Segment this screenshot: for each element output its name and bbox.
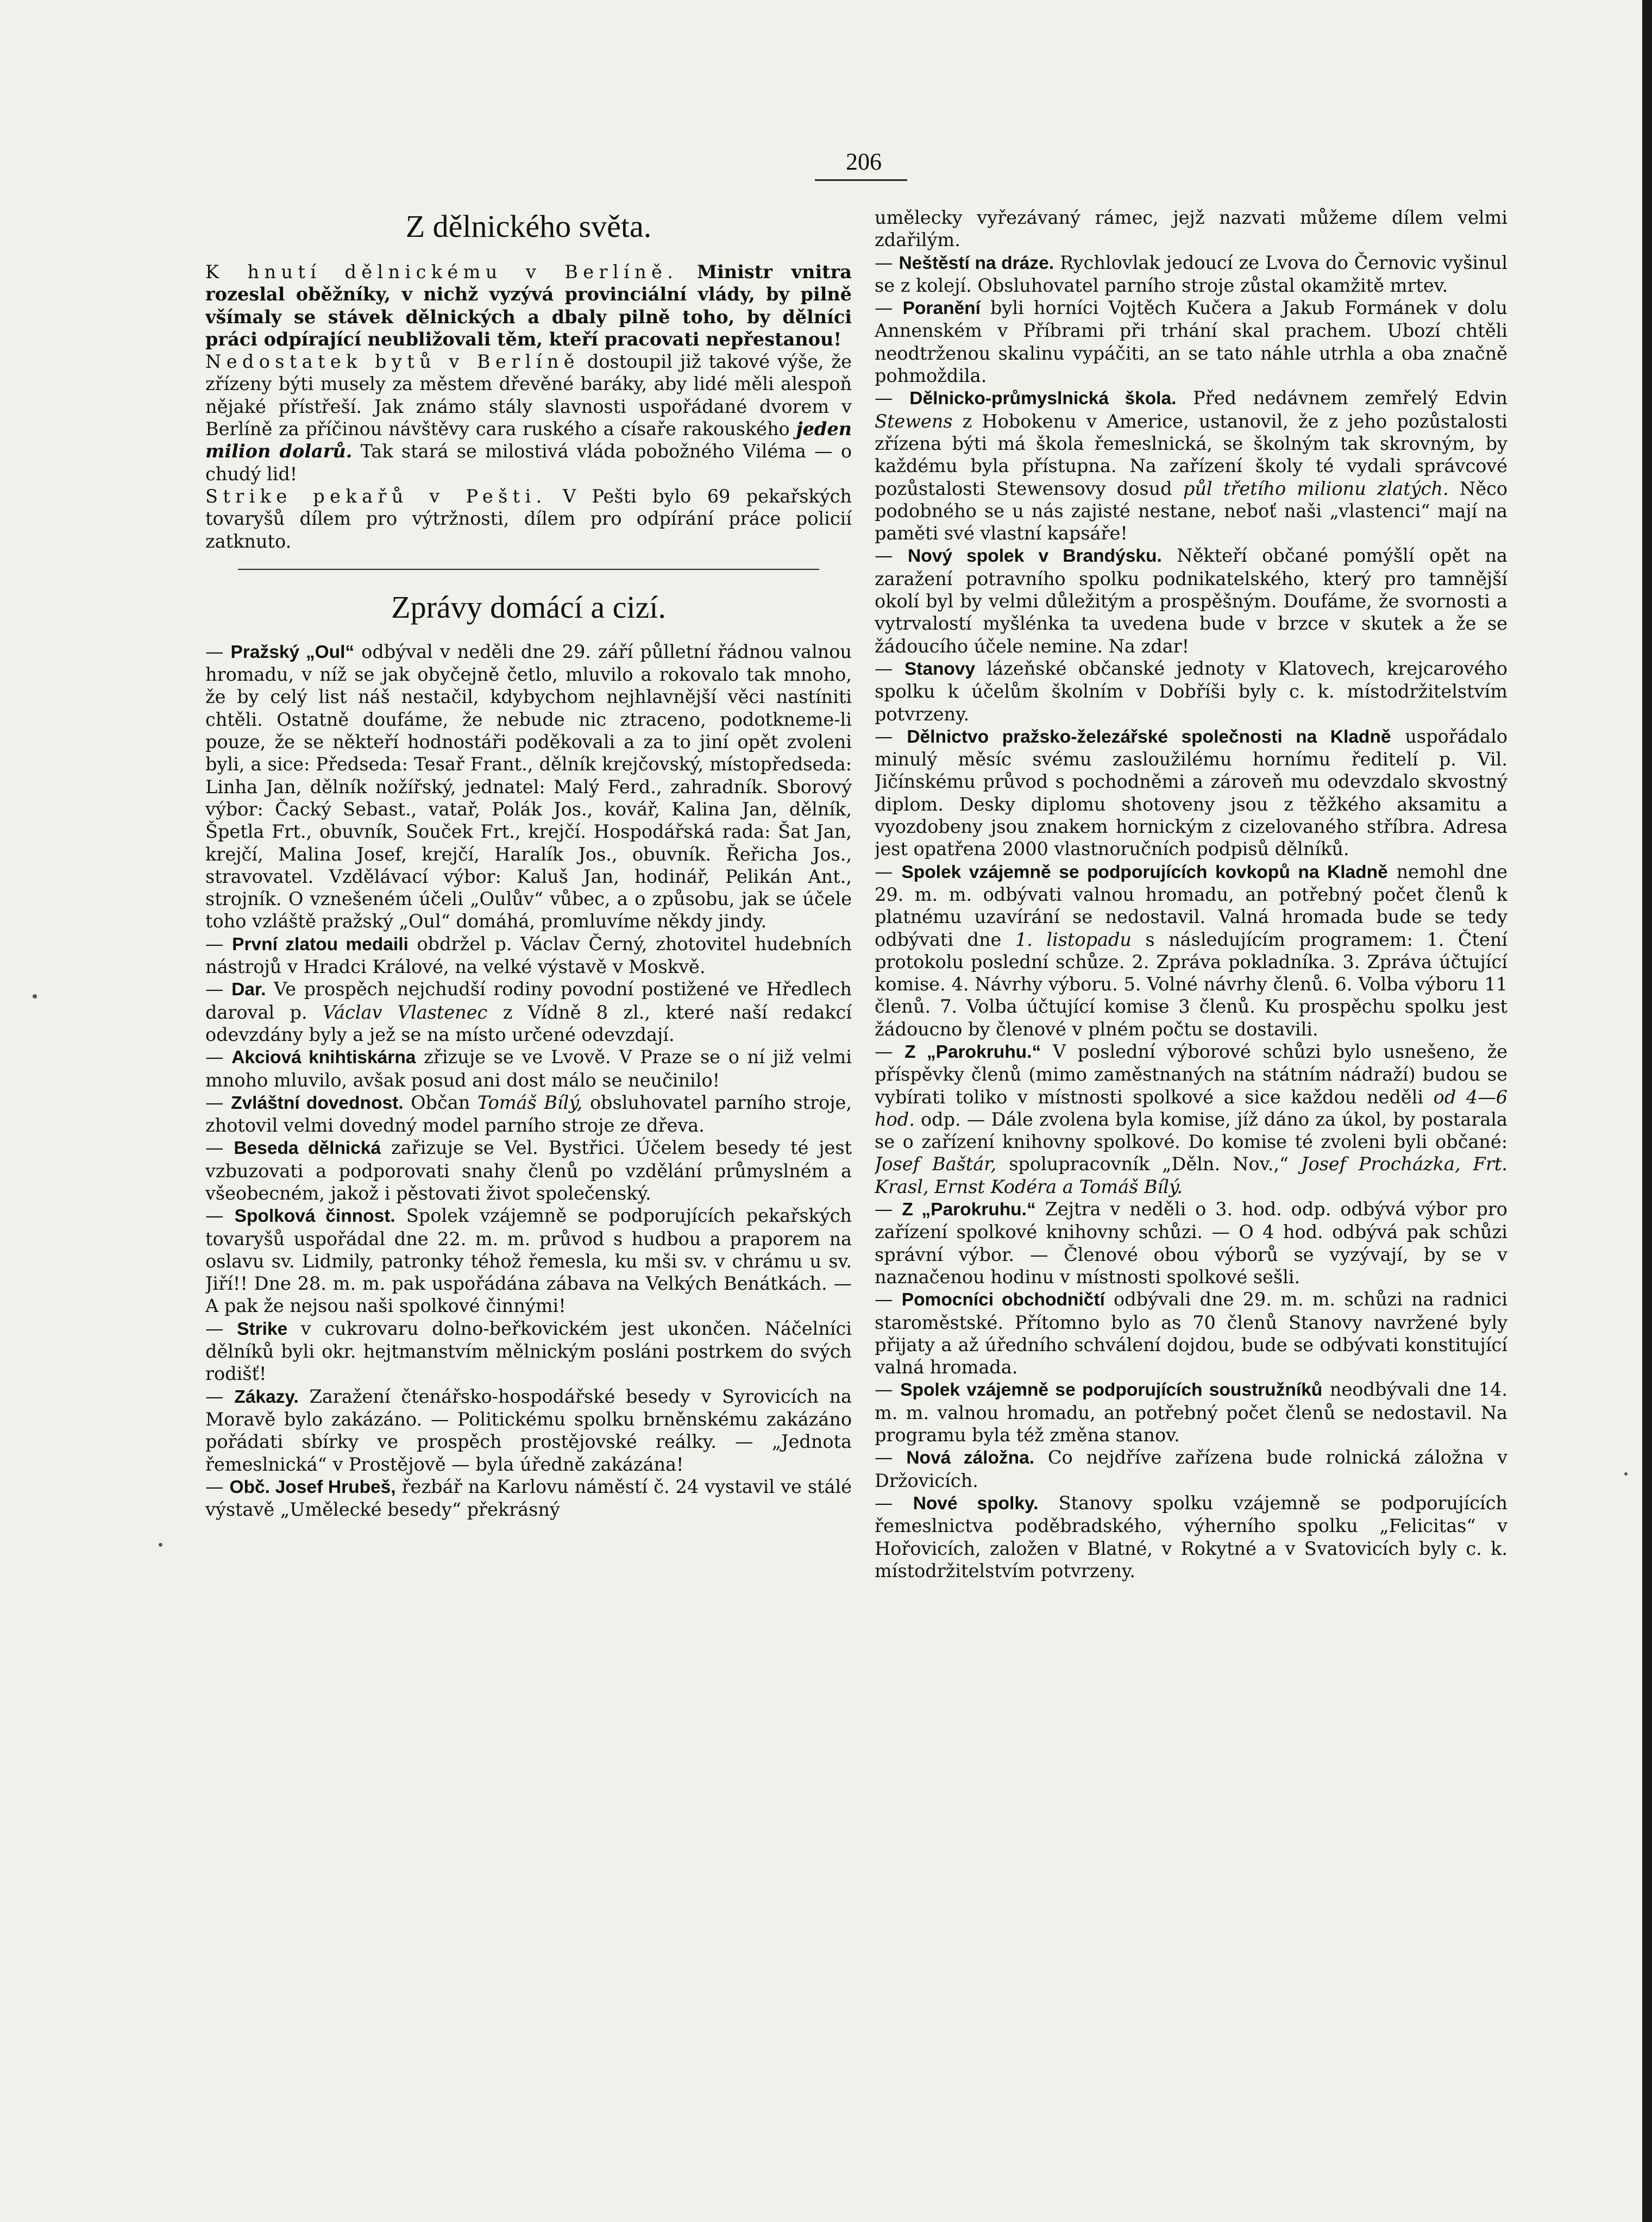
- article-pest-strike: Strike pekařů v Pešti. V Pešti bylo 69 pekařských tovaryšů dílem pro výtržnosti, dílem pro odpírání práce policií zatknuto.: [205, 485, 852, 552]
- scan-speck: [33, 994, 37, 999]
- news-item: — Akciová knihtiskárna zřizuje se ve Lvově. V Praze se o ní již velmi mnoho mluvilo, avšak posud ani dost málo se neučinilo!: [205, 1046, 852, 1091]
- section-title-workers-world: Z dělnického světa.: [405, 209, 652, 244]
- article-berlin-movement: K hnutí dělnickému v Berlíně. Ministr vnitra rozeslal oběžníky, v nichž vyzývá provinciální vlády, by pilně všímaly se stávek dělnických a dbaly pilně toho, by dělníci práci odpírající neubližovali těm, kteří pracovati nepřestanou!: [205, 261, 852, 350]
- news-item: — Z „Parokruhu.“ Zejtra v neděli o 3. hod. odp. odbývá výbor pro zařízení spolkové knihovny schůzi. — O 4 hod. odbývá pak schůzi správní výbor. — Členové obou výborů se vyzývají, by se v naznačenou hodinu v místnosti spolkové sešli.: [875, 1198, 1507, 1288]
- news-item: — Pražský „Oul“ odbýval v neděli dne 29. září půlletní řádnou valnou hromadu, v níž se jak obyčejně četlo, mluvilo a rokovalo tak mnoho, že by celý list náš nestačil, kdybychom nejhlavnější věci nastíniti chtěli. Ostatně doufáme, že nebude nic ztraceno, podotkneme-li pouze, že se někteří hodnostáři poděkovali a za to jiní opět zvoleni byli, a sice: Předseda: Tesař Frant., dělník krejčovský, místopředseda: Linha Jan, dělník nožířský, jednatel: Malý Ferd., zahradník. Sborový výbor: Čacký Sebast., vatař, Polák Jos., kovář, Kalina Jan, dělník, Špetla Frt., obuvník, Souček Frt., krejčí. Hospodářská rada: Šat Jan, krejčí, Malina Josef, krejčí, Haralík Jos., obuvník. Řeřicha Jos., stravovatel. Vzdělávací výbor: Kaluš Jan, hodinář, Pelikán Ant., strojník. O vznešeném účeli „Oulův“ vůbec, a o způsobu, jak se účele toho vzláště pražský „Oul“ domáhá, promluvíme někdy jindy.: [205, 641, 852, 932]
- section-divider: [238, 569, 819, 570]
- news-item: — Pomocníci obchodničtí odbývali dne 29. m. m. schůzi na radnici staroměstské. Přítomno bylo as 70 členů Stanovy navržené byly přijaty a až úředního schválení dojdou, bude se odbývati konstitující valná hromada.: [875, 1289, 1507, 1378]
- news-item: — Dělnictvo pražsko-železářské společnosti na Kladně uspořádalo minulý měsíc svému zasloužilému hornímu ředitelí p. Vil. Jičínskému průvod s pochodněmi a zároveň mu odevzdalo skvostný diplom. Desky diplomu shotoveny jsou z těžkého aksamitu a vyozdobeny jsou znakem hornickým z cizelovaného stříbra. Adresa jest opatřena 2000 vlastnoručních podpisů dělníků.: [875, 725, 1507, 860]
- page-number-rule: [815, 179, 907, 181]
- news-item: — Poranění byli horníci Vojtěch Kučera a Jakub Formánek v dolu Annenském v Příbrami při trhání skal prachem. Ubozí chtěli neodtrženou skalinu vypáčiti, an se tato náhle utrhla a oba značně pohmoždila.: [875, 297, 1507, 387]
- news-item-continued: umělecky vyřezávaný rámec, jejž nazvati můžeme dílem velmi zdařilým.: [875, 207, 1507, 251]
- news-item: — Spolková činnost. Spolek vzájemně se podporujících pekařských tovaryšů uspořádal dne 22. m. m. průvod s hudbou a praporem na oslavu sv. Lidmily, patronky téhož řemesla, ku mši sv. v chrámu u sv. Jiří!! Dne 28. m. m. pak uspořádána zábava na Velkých Benátkách. — A pak že nejsou naši spolkové činnými!: [205, 1205, 852, 1317]
- news-item: — Zákazy. Zaražení čtenářsko-hospodářské besedy v Syrovicích na Moravě bylo zakázáno. — Politickému spolku brněnskému zakázáno pořádati sbírky ve prospěch prostějovské reálky. — „Jednota řemeslnická“ v Prostějově — byla úředně zakázána!: [205, 1385, 852, 1475]
- news-item: — Obč. Josef Hrubeš, řezbář na Karlovu náměstí č. 24 vystavil ve stálé výstavě „Umělecké besedy“ překrásný: [205, 1476, 852, 1521]
- news-item: — Z „Parokruhu.“ V poslední výborové schůzi bylo usnešeno, že příspěvky členů (mimo zaměstnaných na státním nádraží) budou se vybírati toliko v místnosti spolkové a sice každou neděli od 4—6 hod. odp. — Dále zvolena byla komise, jíž dáno za úkol, by postarala se o zařízení knihovny spolkové. Do komise té zvoleni byli občané: Josef Baštár, spolupracovník „Děln. Nov.,“ Josef Procházka, Frt. Krasl, Ernst Kodéra a Tomáš Bílý.: [875, 1040, 1507, 1197]
- news-item: — Spolek vzájemně se podporujících kovkopů na Kladně nemohl dne 29. m. m. odbývati valnou hromadu, an potřebný počet členů k platnému uzavírání se nedostavil. Valná hromada bude se tedy odbývati dne 1. listopadu s následujícím programem: 1. Čtení protokolu poslední schůze. 2. Zpráva pokladníka. 3. Zpráva účtující komise. 4. Návrhy výboru. 5. Volné návrhy členů. 6. Volba výboru 11 členů. 7. Volba účtující komise 3 členů. Ku prospěchu spolku jest žádoucno by členové v plném počtu se dostavili.: [875, 861, 1507, 1040]
- scan-speck: [159, 1543, 162, 1547]
- scan-edge: [1642, 0, 1652, 2222]
- right-column: [875, 206, 1507, 2195]
- news-item: — Dělnicko-průmyslnická škola. Před nedávnem zemřelý Edvin Stewens z Hobokenu v Americe, ustanovil, že z jeho pozůstalosti zřízena býti má škola řemeslnická, se školným tak skrovným, by každému byla přístupna. Na zařízení školy té vydali správcové pozůstalosti Stewensovy dosud půl třetího milionu zlatých. Něco podobného se u nás zajisté nestane, neboť naši „vlastenci“ mají na paměti své vlastní kapsáře!: [875, 387, 1507, 544]
- scan-speck: [1624, 1472, 1628, 1476]
- article-berlin-housing: Nedostatek bytů v Berlíně dostoupil již takové výše, že zřízeny býti musely za městem dřevěné baráky, aby lidé měli alespoň nějaké přístřeší. Jak známo stály slavnosti uspořádané dvorem v Berlíně za příčinou návštěvy cara ruského a císaře rakouského jeden milion dolarů. Tak stará se milostivá vláda pobožného Viléma — o chudý lid!: [205, 351, 852, 485]
- news-item: — Beseda dělnická zařizuje se Vel. Bystřici. Účelem besedy té jest vzbuzovati a podporovati snahy členů po vzdělání průmyslném a všeobecném, jakož i pěstovati život společenský.: [205, 1137, 852, 1204]
- news-item: — Strike v cukrovaru dolno-beřkovickém jest ukončen. Náčelníci dělníků byli okr. hejtmanstvím mělnickým posláni postrkem do svých rodišť!: [205, 1317, 852, 1385]
- section-title-news: Zprávy domácí a cizí.: [391, 589, 666, 625]
- news-item: — Neštěstí na dráze. Rychlovlak jedoucí ze Lvova do Černovic vyšinul se z kolejí. Obsluhovatel parního stroje zůstal okamžitě mrtev.: [875, 252, 1507, 296]
- news-item: — Spolek vzájemně se podporujících soustružníků neodbývali dne 14. m. m. valnou hromadu, an potřebný počet členů se nedostavil. Na programu byla též změna stanov.: [875, 1379, 1507, 1446]
- news-item: — Stanovy lázeňské občanské jednoty v Klatovech, krejcarového spolku k účelům školním v Dobříši byly c. k. místodržitelstvím potvrzeny.: [875, 657, 1507, 725]
- news-item: — Dar. Ve prospěch nejchudší rodiny povodní postižené ve Hředlech daroval p. Václav Vlastenec z Vídně 8 zl., které naší redakcí odevzdány byly a jež se na místo určené odevzdají.: [205, 978, 852, 1045]
- page-number: 206: [846, 148, 882, 175]
- left-column: [205, 206, 852, 2195]
- news-item: — Nové spolky. Stanovy spolku vzájemně se podporujících řemeslnictva poděbradského, výherního spolku „Felicitas“ v Hořovicích, založen v Blatné, v Rokytné a v Svatovicích byly c. k. místodržitelstvím potvrzeny.: [875, 1492, 1507, 1581]
- news-item: — První zlatou medaili obdržel p. Václav Černý, zhotovitel hudebních nástrojů v Hradci Králové, na velké výstavě v Moskvě.: [205, 933, 852, 978]
- news-item: — Nová záložna. Co nejdříve zařízena bude rolnická záložna v Držovicích.: [875, 1447, 1507, 1491]
- news-item: — Nový spolek v Brandýsku. Někteří občané pomýšlí opět na zaražení potravního spolku podnikatelského, který pro tamnější okolí byl by velmi důležitým a prospěšným. Doufáme, že svornosti a vytrvalostí myšlénka ta uvedena bude v brzce v skutek a že se žádoucího účele nemine. Na zdar!: [875, 545, 1507, 657]
- news-item: — Zvláštní dovednost. Občan Tomáš Bílý, obsluhovatel parního stroje, zhotovil velmi dovedný model parního stroje ze dřeva.: [205, 1091, 852, 1137]
